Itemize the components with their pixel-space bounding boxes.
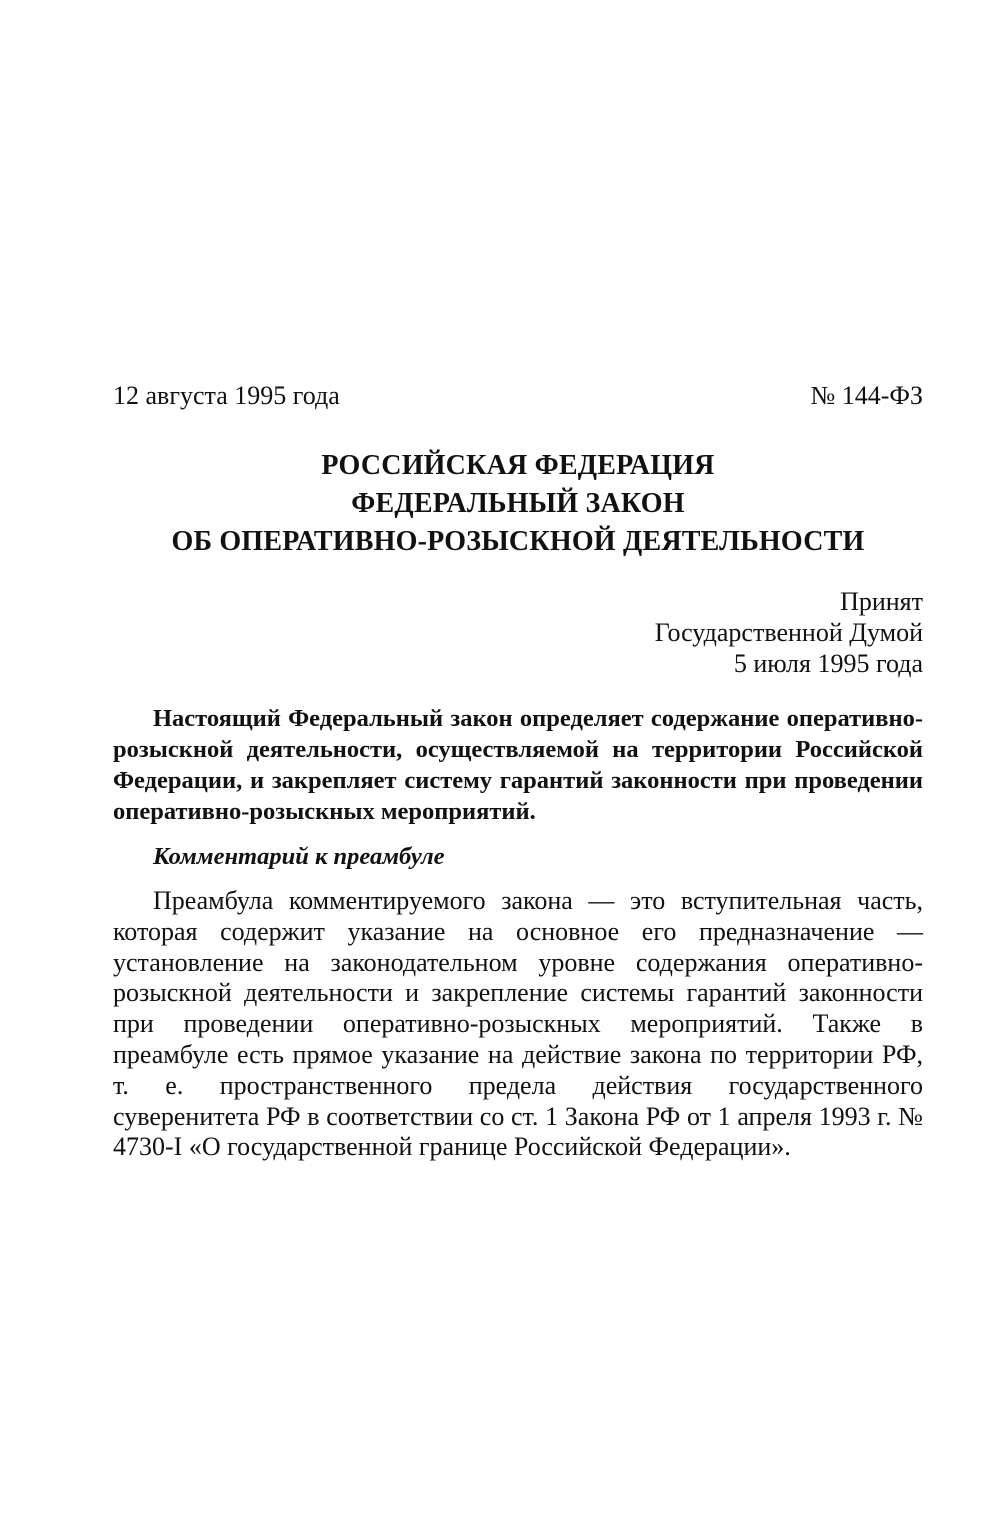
adoption-status: Принят: [840, 587, 923, 616]
adoption-date: 5 июля 1995 года: [733, 649, 923, 678]
preamble-text: Настоящий Федеральный закон определяет содержание оперативно-розыскной деятельности, осуществляемой на территории Российской Федерации, и закрепляет систему гарантий законности при проведении оперативно-розыскных мероприятий.: [113, 705, 923, 825]
law-title: [113, 447, 923, 561]
commentary-body: Преамбула комментируемого закона — это вступительная часть, которая содержит указание на основное его предназначение — установление на законодательном уровне содержания оперативно-розыскной деятельности и закрепление системы гарантий законности при проведении оперативно-розыскных мероприятий. Также в преамбуле есть прямое указание на действие закона по территории РФ, т. е. пространственного предела действия государственного суверенитета РФ в соответствии со ст. 1 Закона РФ от 1 апреля 1993 г. № 4730-I «О государственной границе Российской Федерации».: [113, 886, 923, 1162]
law-number: № 144-ФЗ: [810, 381, 923, 410]
adoption-note: [655, 586, 923, 679]
title-law-name: ОБ ОПЕРАТИВНО-РОЗЫСКНОЙ ДЕЯТЕЛЬНОСТИ: [171, 526, 865, 557]
title-law-type: ФЕДЕРАЛЬНЫЙ ЗАКОН: [351, 488, 685, 519]
document-header: [113, 378, 923, 414]
law-date: 12 августа 1995 года: [113, 381, 340, 410]
commentary-heading: Комментарий к преамбуле: [153, 843, 445, 870]
adoption-body: Государственной Думой: [654, 618, 923, 647]
title-country: РОССИЙСКАЯ ФЕДЕРАЦИЯ: [321, 450, 715, 481]
